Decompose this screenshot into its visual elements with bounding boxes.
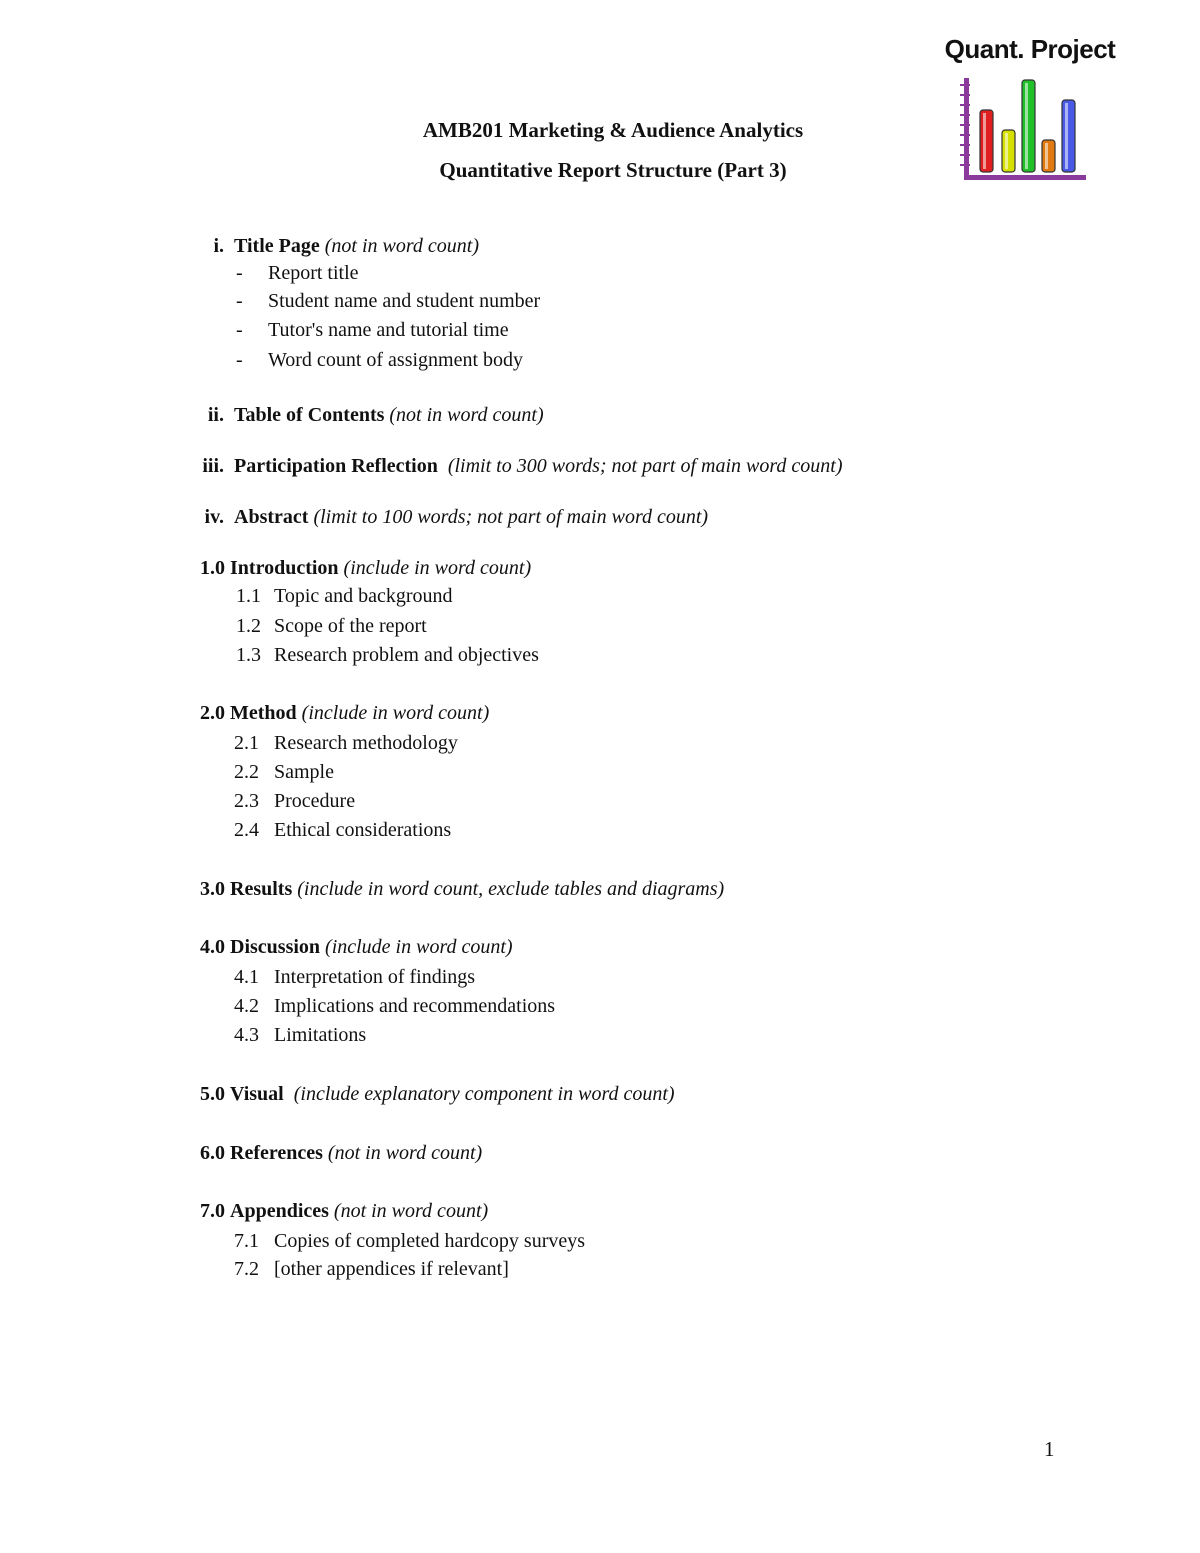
- section-note: (include in word count): [325, 936, 513, 958]
- document-page: Quant. Project AMB201 Marketing & Audience Analytics Quantitative Report Structure (Part 3) i. Title Page (not in word count) - Report title - Student name and student number - Tutor's name and tutorial time - Word count of assignment body ii. Table of Contents (not in word count) iii. Participation Reflection (limit to 300 words; not part of main word count) iv. Abstract (limit to 100 words; not part of main word count) 1.0 Introduction (include in word count) 1.1 Topic and background 1.2 Scope of the report 1.3 Research problem and objectives 2.0 Method (include in word count) 2.1 Research methodology 2.2 Sample 2.3 Procedure 2.4 Ethical considerations 3.0 Results (include in word count, exclude tables and diagrams) 4.0 Discussion (include in word count) 4.1 Interpretation of findings 4.2 Implications and recommendations 4.3 Limitations 5.0 Visual (include explanatory component in word count) 6.0 References (not in word count) 7.0 Appendices (not in word count) 7.1 Copies of completed hardcopy surveys 7.2 [other appendices if relevant] 1: [0, 0, 1200, 1553]
- section-heading: Participation Reflection: [234, 455, 438, 477]
- section-note: (include explanatory component in word count): [293, 1083, 675, 1105]
- section-note: (limit to 100 words; not part of main word count): [313, 506, 709, 528]
- section-heading: References: [230, 1142, 323, 1164]
- section-note: (not in word count): [327, 1142, 483, 1164]
- section-marker: i.: [213, 235, 224, 257]
- section-heading: Appendices: [230, 1200, 329, 1222]
- section-number: 7.0: [200, 1200, 225, 1222]
- section-discussion: [200, 935, 513, 959]
- section-number: 6.0: [200, 1142, 225, 1164]
- section-heading: Table of Contents: [234, 404, 385, 426]
- section-heading: Visual: [230, 1083, 284, 1105]
- section-note: (include in word count, exclude tables and diagrams): [297, 878, 725, 900]
- section-marker: iii.: [202, 455, 224, 477]
- section-heading: Title Page: [234, 235, 320, 257]
- section-note: (include in word count): [343, 557, 532, 579]
- section-results: [200, 877, 724, 901]
- section-number: 3.0: [200, 878, 225, 900]
- section-heading: Introduction: [230, 557, 339, 579]
- section-references: [200, 1141, 482, 1165]
- section-heading: Abstract: [234, 506, 309, 528]
- section-appendices: [200, 1199, 488, 1223]
- section-note: (not in word count): [333, 1200, 489, 1222]
- section-note: (not in word count): [324, 235, 479, 257]
- document-title: AMB201 Marketing & Audience Analytics: [422, 118, 804, 142]
- section-note: (limit to 300 words; not part of main word count): [447, 455, 843, 477]
- section-number: 5.0: [200, 1083, 225, 1105]
- section-number: 1.0: [200, 557, 225, 579]
- section-introduction: [200, 556, 531, 580]
- section-marker: ii.: [207, 404, 224, 426]
- section-heading: Discussion: [230, 936, 321, 958]
- section-visual: [200, 1082, 675, 1106]
- section-number: 4.0: [200, 936, 225, 958]
- section-number: 2.0: [200, 702, 225, 724]
- section-heading: Results: [230, 878, 293, 900]
- section-heading: Method: [230, 702, 297, 724]
- section-marker: iv.: [204, 506, 224, 528]
- section-note: (include in word count): [301, 702, 490, 724]
- logo-caption: Quant. Project: [944, 34, 1116, 64]
- page-number: 1: [1044, 1437, 1055, 1461]
- section-note: (not in word count): [389, 404, 544, 426]
- document-subtitle: Quantitative Report Structure (Part 3): [439, 158, 787, 182]
- section-method: [200, 701, 489, 725]
